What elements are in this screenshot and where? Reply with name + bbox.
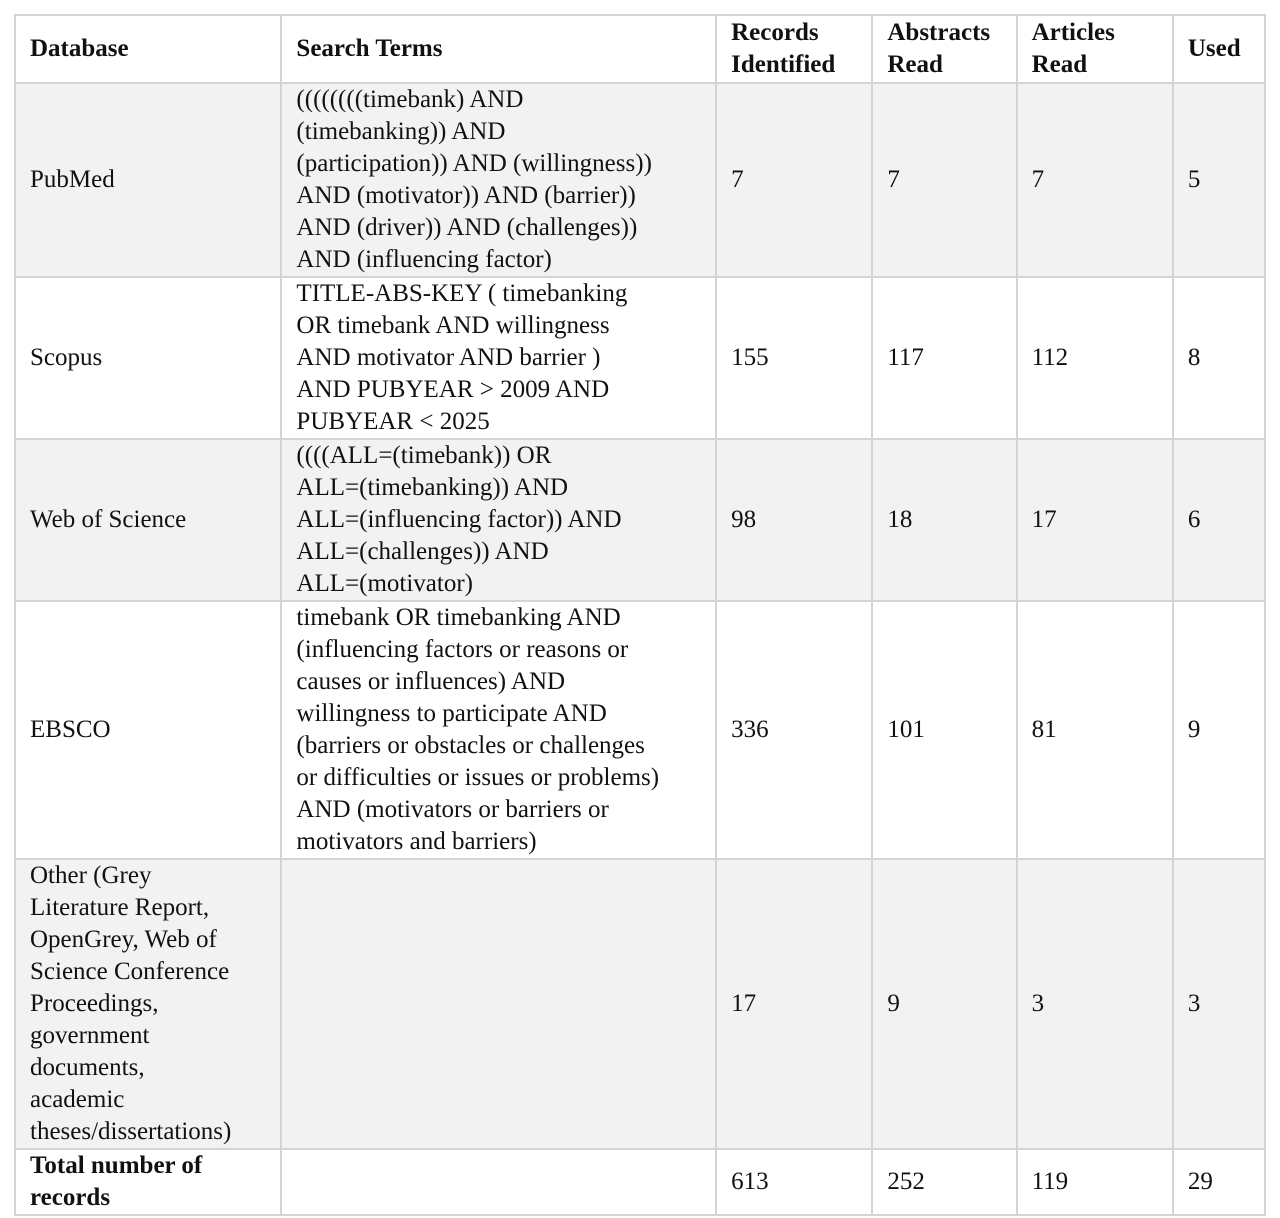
search-results-table (14, 14, 1266, 1216)
cell-total-label: Total number of records (15, 1149, 281, 1215)
header-records-identified: Records Identified (716, 15, 872, 83)
cell-search-terms (281, 1149, 716, 1215)
cell-used: 9 (1173, 601, 1265, 859)
cell-abstracts-read: 101 (872, 601, 1016, 859)
header-search-terms: Search Terms (281, 15, 716, 83)
cell-database: Other (Grey Literature Report, OpenGrey, Web of Science Conference Proceedings, government documents, academic theses/dissertations) (15, 859, 281, 1149)
cell-records-identified: 7 (716, 83, 872, 277)
cell-used: 8 (1173, 277, 1265, 439)
header-abstracts-read: Abstracts Read (872, 15, 1016, 83)
header-used: Used (1173, 15, 1265, 83)
cell-database: Scopus (15, 277, 281, 439)
cell-abstracts-read: 117 (872, 277, 1016, 439)
cell-used: 3 (1173, 859, 1265, 1149)
cell-records-identified: 336 (716, 601, 872, 859)
header-database: Database (15, 15, 281, 83)
header-articles-read: Articles Read (1017, 15, 1173, 83)
cell-abstracts-read: 252 (872, 1149, 1016, 1215)
header-row (15, 15, 1265, 83)
table-row-web-of-science (15, 439, 1265, 601)
cell-abstracts-read: 7 (872, 83, 1016, 277)
cell-search-terms: TITLE-ABS-KEY ( timebanking OR timebank AND willingness AND motivator AND barrier ) AND PUBYEAR > 2009 AND PUBYEAR < 2025 (281, 277, 716, 439)
cell-database: EBSCO (15, 601, 281, 859)
cell-articles-read: 7 (1017, 83, 1173, 277)
cell-used: 5 (1173, 83, 1265, 277)
cell-search-terms: timebank OR timebanking AND (influencing factors or reasons or causes or influences) AND willingness to participate AND (barriers or obstacles or challenges or difficulties or issues or problems) AND (motivators or barriers or motivators and barriers) (281, 601, 716, 859)
cell-articles-read: 119 (1017, 1149, 1173, 1215)
search-results-table-wrapper (14, 14, 1266, 1216)
cell-articles-read: 3 (1017, 859, 1173, 1149)
cell-used: 29 (1173, 1149, 1265, 1215)
cell-articles-read: 17 (1017, 439, 1173, 601)
cell-records-identified: 17 (716, 859, 872, 1149)
table-row-ebsco (15, 601, 1265, 859)
table-row-pubmed (15, 83, 1265, 277)
cell-records-identified: 98 (716, 439, 872, 601)
cell-abstracts-read: 9 (872, 859, 1016, 1149)
cell-database: PubMed (15, 83, 281, 277)
cell-articles-read: 112 (1017, 277, 1173, 439)
cell-records-identified: 613 (716, 1149, 872, 1215)
cell-articles-read: 81 (1017, 601, 1173, 859)
cell-search-terms: ((((((((timebank) AND (timebanking)) AND (participation)) AND (willingness)) AND (motivator)) AND (barrier)) AND (driver)) AND (challenges)) AND (influencing factor) (281, 83, 716, 277)
table-row-total (15, 1149, 1265, 1215)
table-row-other (15, 859, 1265, 1149)
table-row-scopus (15, 277, 1265, 439)
cell-used: 6 (1173, 439, 1265, 601)
cell-records-identified: 155 (716, 277, 872, 439)
cell-search-terms: ((((ALL=(timebank)) OR ALL=(timebanking)) AND ALL=(influencing factor)) AND ALL=(challenges)) AND ALL=(motivator) (281, 439, 716, 601)
cell-abstracts-read: 18 (872, 439, 1016, 601)
cell-search-terms (281, 859, 716, 1149)
cell-database: Web of Science (15, 439, 281, 601)
